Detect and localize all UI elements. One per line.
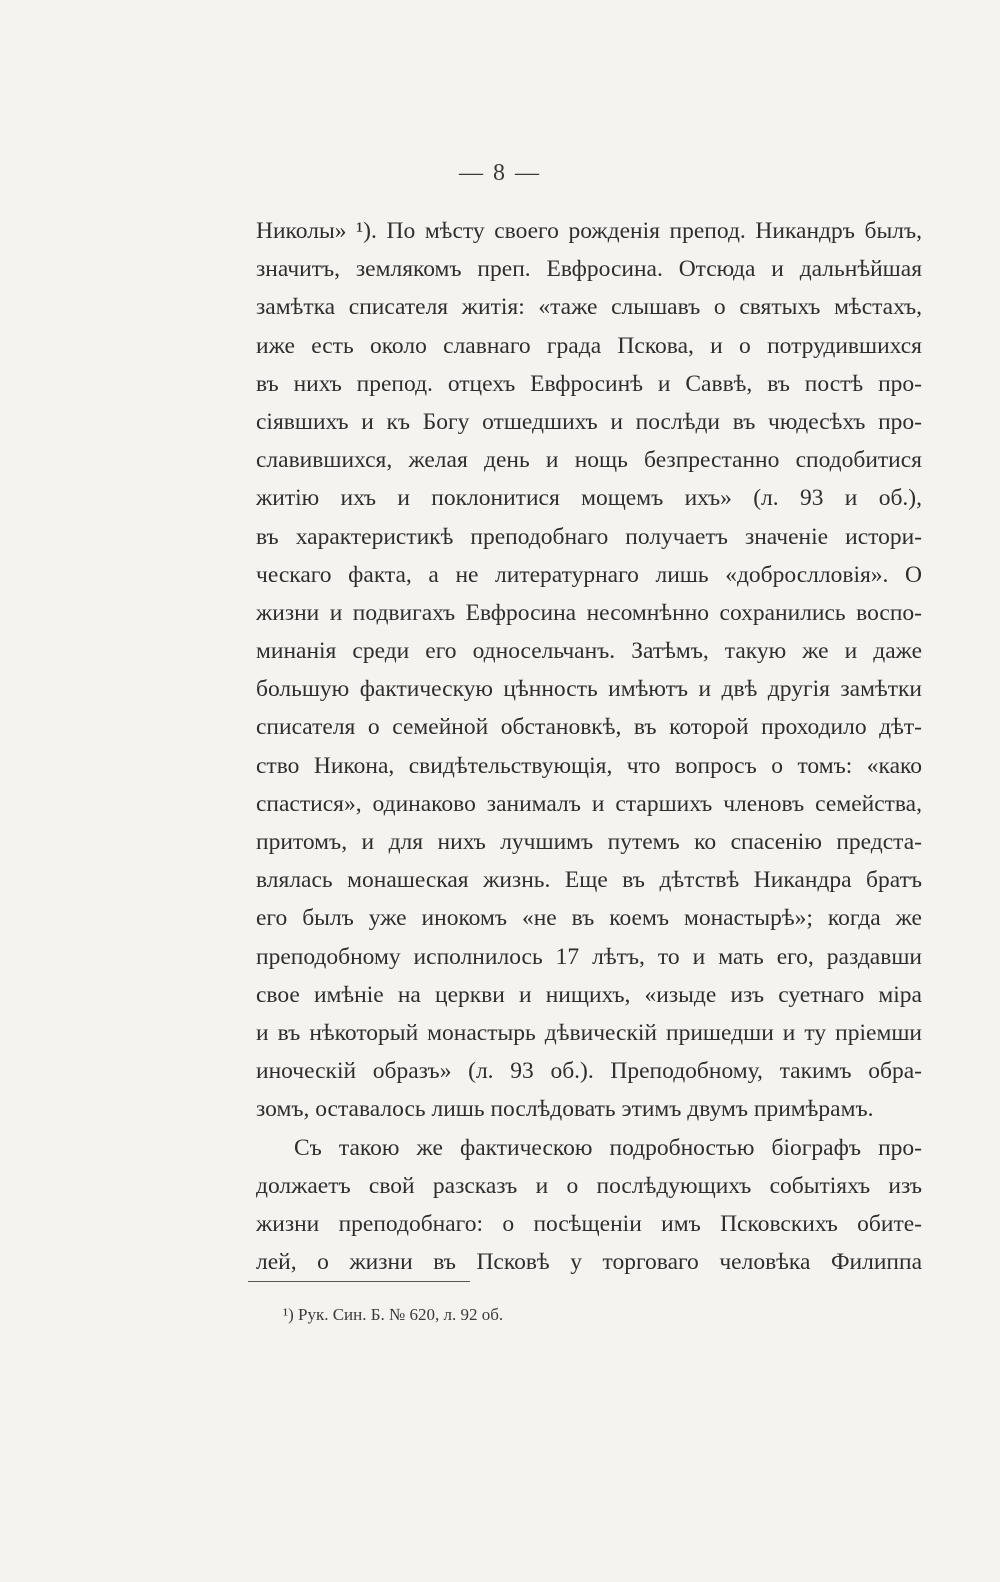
text-line: свое имѣніе на церкви и нищихъ, «изыде изъ суетнаго міра (256, 981, 922, 1008)
text-line: славившихся, желая день и нощь безпрестанно сподобитися (256, 447, 922, 474)
page-number: — 8 — (459, 160, 541, 186)
text-line: притомъ, и для нихъ лучшимъ путемъ ко спасенію предста- (256, 829, 922, 855)
text-line: иже есть около славнаго града Пскова, и о потрудившихся (256, 332, 922, 359)
text-line: жизни преподобнаго: о посѣщеніи имъ Псковскихъ обите- (256, 1210, 922, 1237)
footnote: ¹) Рук. Син. Б. № 620, л. 92 об. (283, 1305, 504, 1324)
text-line: влялась монашеская жизнь. Еще въ дѣтствѣ Никандра братъ (256, 867, 922, 894)
text-line: спастися», одинаково занималъ и старшихъ членовъ семейства, (256, 790, 922, 817)
text-line: минанія среди его односельчанъ. Затѣмъ, такую же и даже (256, 638, 922, 665)
text-line: зомъ, оставалось лишь послѣдовать этимъ двумъ примѣрамъ. (256, 1096, 874, 1123)
text-line: ство Никона, свидѣтельствующія, что вопросъ о томъ: «како (256, 752, 922, 779)
text-line: ческаго факта, а не литературнаго лишь «доброслловія». О (256, 561, 922, 588)
text-line: въ нихъ препод. отцехъ Евфросинѣ и Саввѣ, въ постѣ про- (256, 370, 922, 397)
text-line: въ характеристикѣ преподобнаго получаетъ значеніе истори- (256, 523, 922, 550)
text-line: должаетъ свой разсказъ и о послѣдующихъ событіяхъ изъ (256, 1172, 922, 1199)
text-line: списателя о семейной обстановкѣ, въ которой проходило дѣт- (256, 714, 922, 741)
text-line: иноческій образъ» (л. 93 об.). Преподобному, такимъ обра- (256, 1058, 922, 1085)
text-line: жизни и подвигахъ Евфросина несомнѣнно сохранились воспо- (256, 599, 922, 626)
text-line: большую фактическую цѣнность имѣютъ и двѣ другія замѣтки (256, 676, 922, 703)
text-line: Николы» ¹). По мѣсту своего рожденія препод. Никандръ былъ, (256, 218, 922, 244)
text-line: замѣтка списателя житія: «таже слышавъ о святыхъ мѣстахъ, (256, 294, 922, 321)
text-line: значитъ, землякомъ преп. Евфросина. Отсюда и дальнѣйшая (256, 256, 922, 283)
footnote-separator (248, 1281, 470, 1282)
text-line: его былъ уже инокомъ «не въ коемъ монастырѣ»; когда же (256, 905, 922, 932)
text-line: и въ нѣкоторый монастырь дѣвическій пришедши и ту пріемши (256, 1019, 922, 1046)
text-line: преподобному исполнилось 17 лѣтъ, то и мать его, раздавши (256, 943, 922, 970)
text-line: лей, о жизни въ Псковѣ у торговаго человѣка Филиппа (256, 1249, 922, 1276)
text-line: житію ихъ и поклонитися мощемъ ихъ» (л. 93 и об.), (256, 485, 922, 512)
text-line: сіявшихъ и къ Богу отшедшихъ и послѣди въ чюдесѣхъ про- (256, 408, 922, 435)
body-text (256, 212, 922, 1281)
text-line: Съ такою же фактическою подробностью біографъ про- (294, 1134, 922, 1161)
